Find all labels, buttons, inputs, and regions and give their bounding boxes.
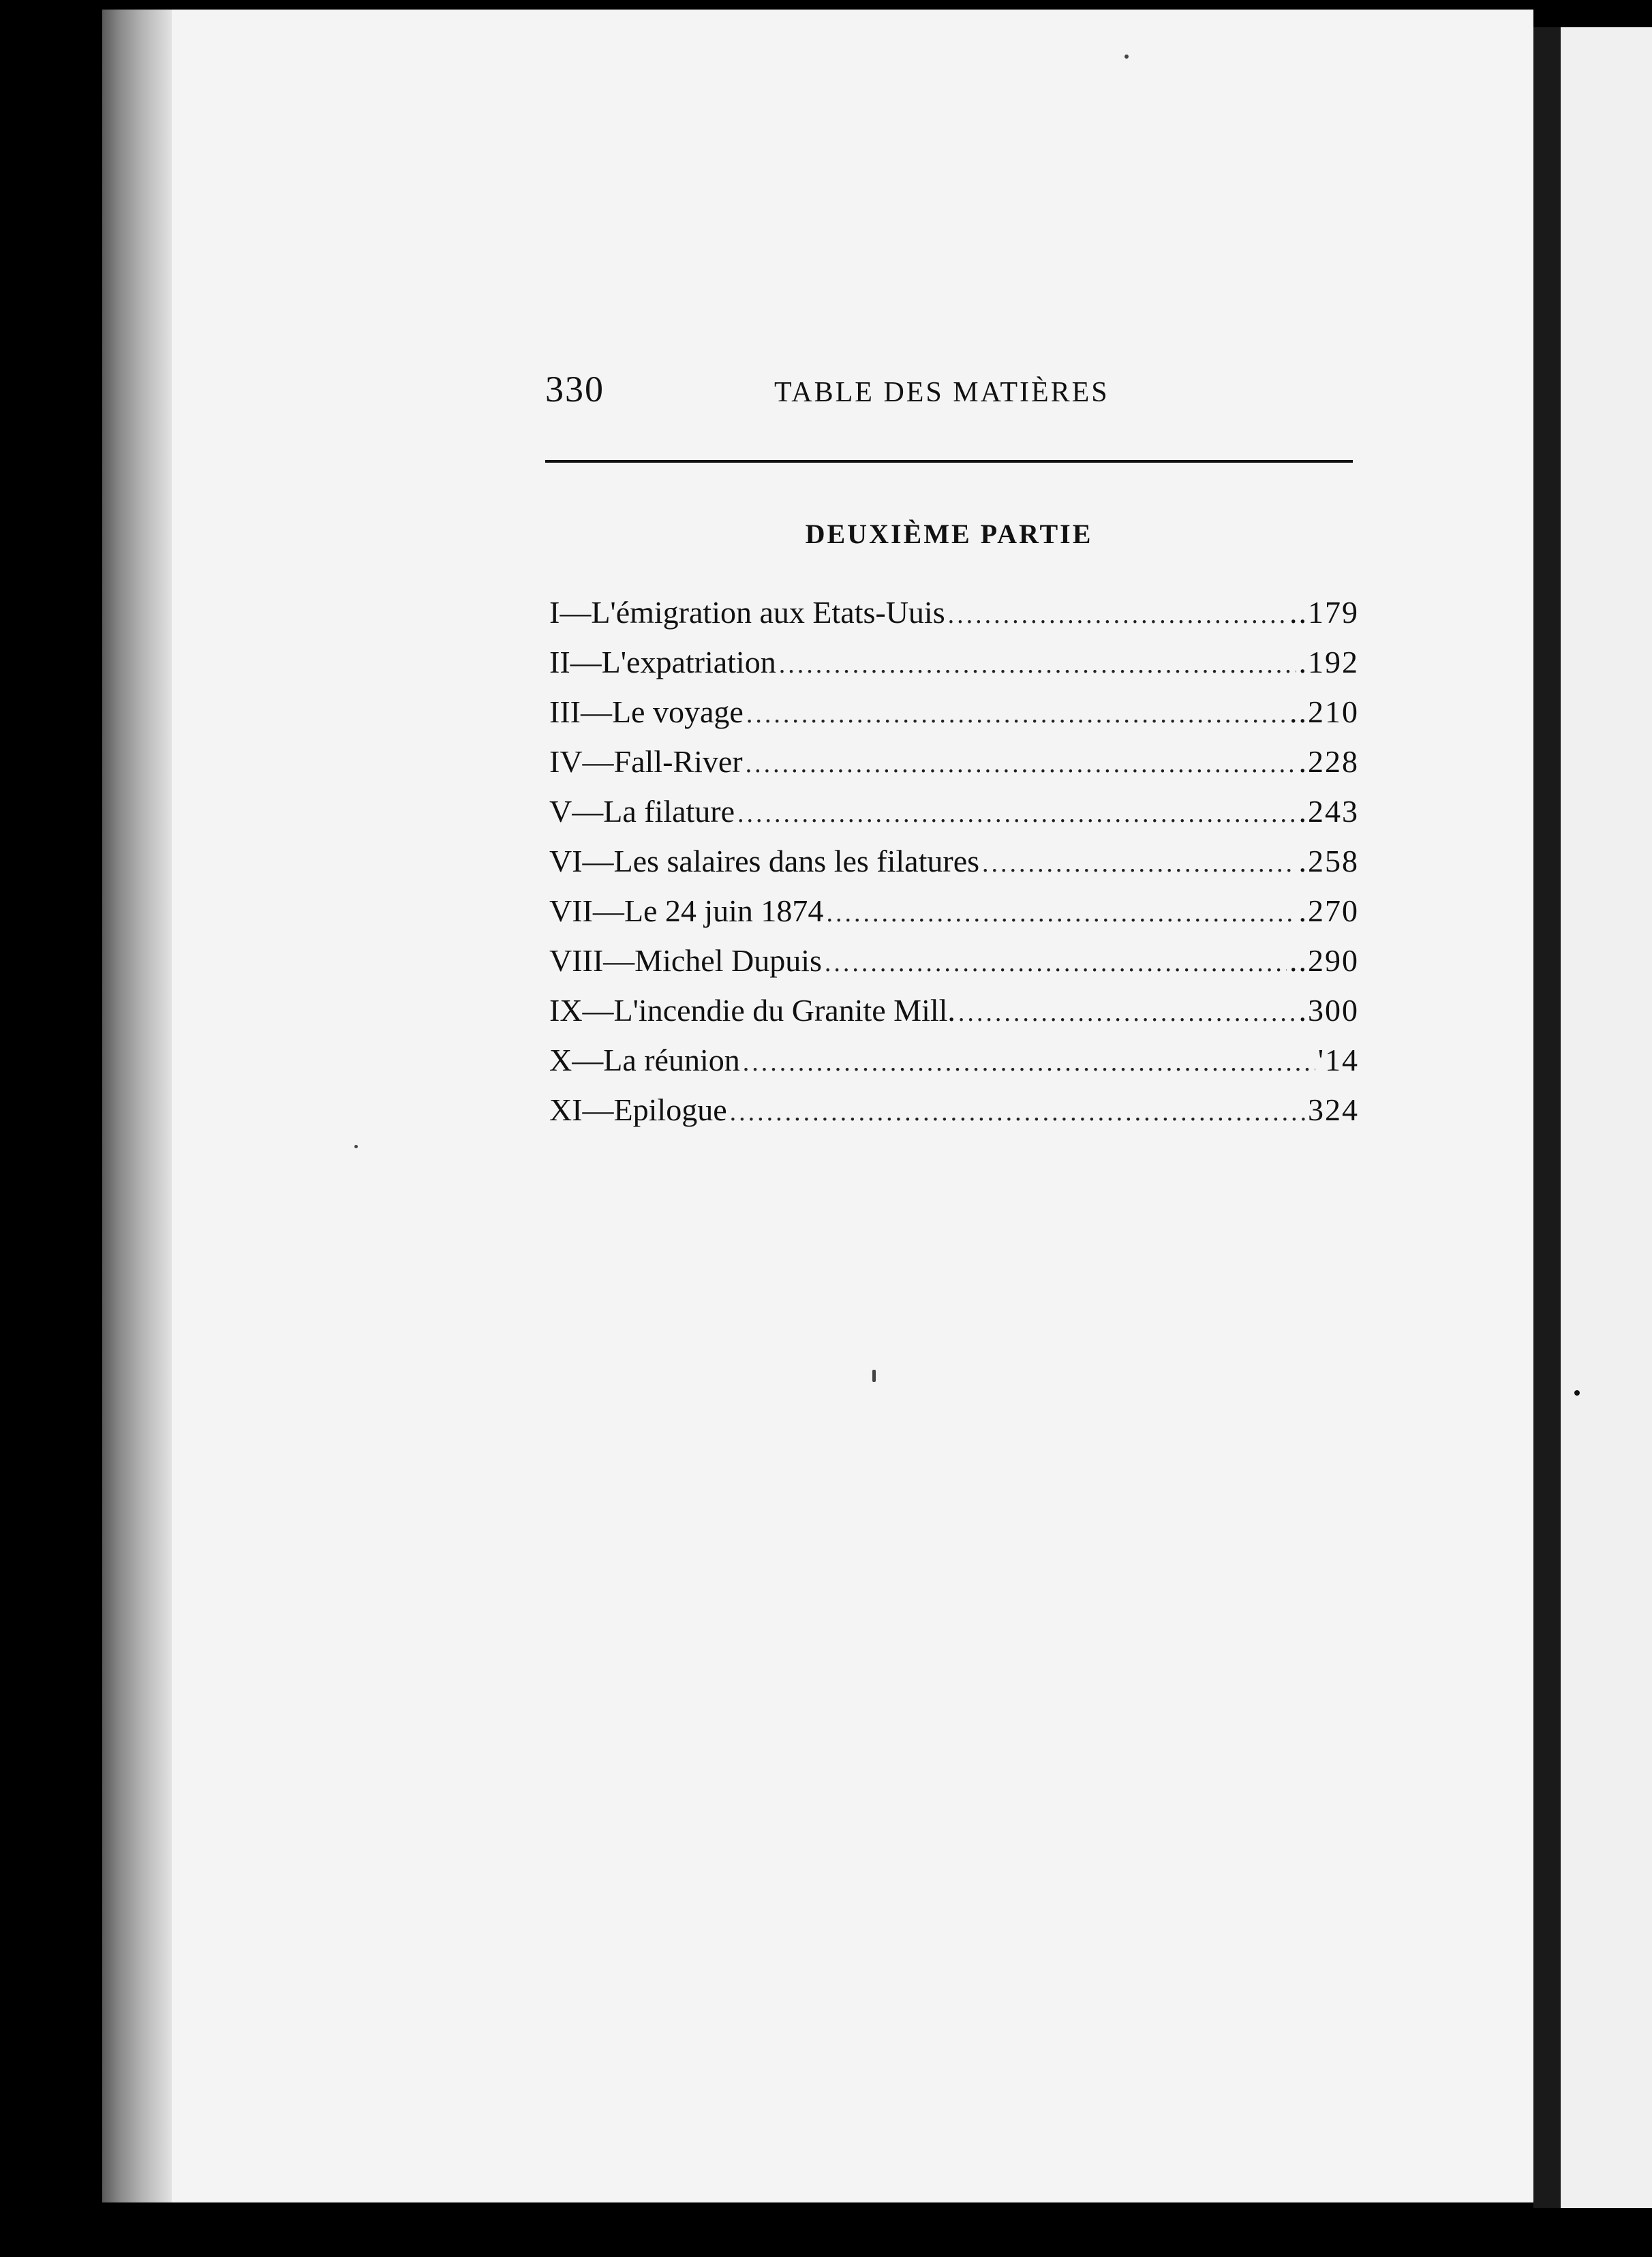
- running-title: TABLE DES MATIÈRES: [774, 377, 1110, 408]
- toc-entry-page: '14: [1317, 1043, 1359, 1077]
- dot-leader: [958, 998, 1296, 1028]
- toc-entry-title: VIII—Michel Dupuis: [549, 943, 822, 978]
- toc-entry-page: ..210: [1289, 694, 1359, 729]
- toc-entry-title: III—Le voyage: [549, 694, 744, 729]
- dot-leader: [746, 749, 1296, 779]
- dot-leader: [779, 649, 1296, 679]
- dot-leader: [743, 1047, 1315, 1077]
- toc-entry: [549, 843, 1359, 893]
- scan-speck: [354, 1145, 358, 1148]
- toc-entry: [549, 644, 1359, 694]
- toc-entry-title: VII—Le 24 juin 1874: [549, 893, 824, 928]
- toc-entry: [549, 694, 1359, 743]
- toc-entry: [549, 893, 1359, 942]
- scan-speck: [872, 1370, 876, 1382]
- toc-entry-page: .192: [1298, 645, 1359, 679]
- dot-leader: [746, 699, 1287, 729]
- toc-entry-title: V—La filature: [549, 794, 735, 829]
- toc-entry: [549, 743, 1359, 793]
- toc-entry-page: .300: [1298, 993, 1359, 1028]
- toc-entry-title: IV—Fall-River: [549, 744, 743, 779]
- toc-entry-title: X—La réunion: [549, 1043, 740, 1077]
- scan-speck: [1574, 1390, 1580, 1396]
- toc-entry-page: .228: [1298, 744, 1359, 779]
- toc-entry: [549, 942, 1359, 992]
- table-of-contents: [549, 594, 1359, 1141]
- toc-entry-title: XI—Epilogue: [549, 1092, 727, 1127]
- dot-leader: [825, 948, 1287, 978]
- toc-entry: [549, 1042, 1359, 1092]
- toc-entry: [549, 992, 1359, 1042]
- toc-entry: [549, 1092, 1359, 1141]
- toc-entry-title: I—L'émigration aux Etats-Uuis: [549, 595, 945, 630]
- dot-leader: [982, 848, 1296, 878]
- dot-leader: [826, 898, 1296, 928]
- toc-entry-page: .270: [1298, 893, 1359, 928]
- toc-entry: [549, 594, 1359, 644]
- toc-entry-page: 324: [1308, 1092, 1359, 1127]
- page-fold-shadow: [1533, 27, 1561, 2208]
- toc-entry-page: ..290: [1289, 943, 1359, 978]
- dot-leader: [948, 600, 1287, 630]
- header-rule: [545, 460, 1353, 463]
- dot-leader: [737, 799, 1296, 829]
- toc-entry-page: ..179: [1289, 595, 1359, 630]
- toc-entry-title: II—L'expatriation: [549, 645, 776, 679]
- toc-entry-page: .258: [1298, 844, 1359, 878]
- running-head: [545, 368, 1363, 423]
- page-number: 330: [545, 369, 605, 410]
- toc-entry-title: IX—L'incendie du Granite Mill.: [549, 993, 955, 1028]
- section-title: DEUXIÈME PARTIE: [805, 519, 1093, 549]
- dot-leader: [730, 1097, 1305, 1127]
- scan-speck: [1125, 55, 1129, 59]
- toc-entry-page: .243: [1298, 794, 1359, 829]
- toc-entry-title: VI—Les salaires dans les filatures: [549, 844, 980, 878]
- book-gutter: [102, 10, 174, 2202]
- toc-entry: [549, 793, 1359, 843]
- facing-page-edge: [1561, 27, 1652, 2208]
